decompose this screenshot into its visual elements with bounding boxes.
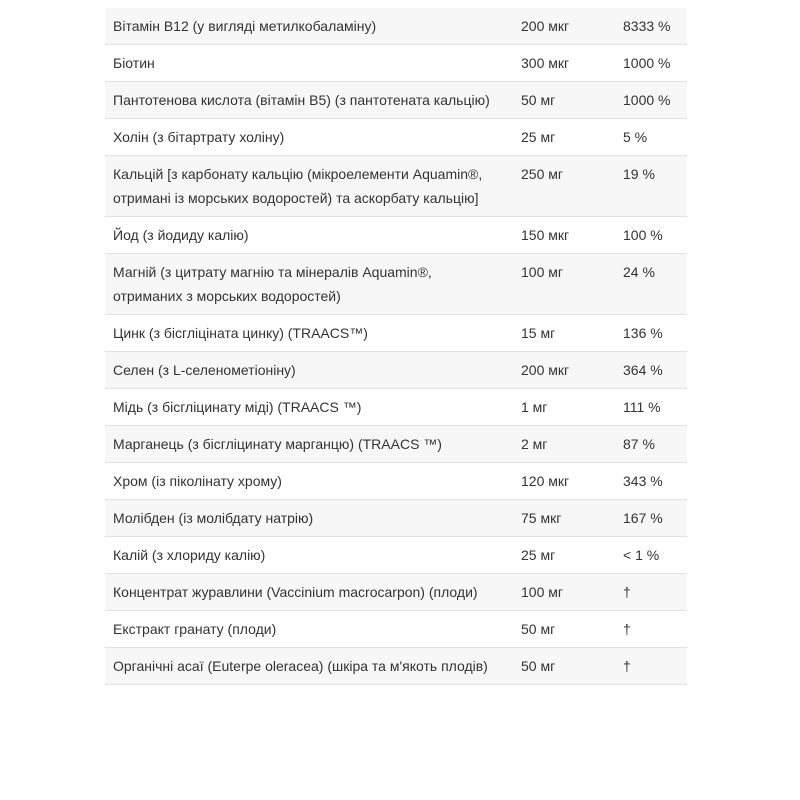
table-row	[105, 254, 687, 315]
table-row	[105, 611, 687, 648]
daily-value-cell: < 1 %	[615, 537, 687, 574]
table-row	[105, 352, 687, 389]
daily-value-cell: 8333 %	[615, 8, 687, 45]
daily-value-cell: 87 %	[615, 426, 687, 463]
amount-cell: 120 мкг	[513, 463, 615, 500]
daily-value-cell: 100 %	[615, 217, 687, 254]
table-row	[105, 500, 687, 537]
amount-cell: 50 мг	[513, 82, 615, 119]
daily-value-cell: 24 %	[615, 254, 687, 315]
table-row	[105, 82, 687, 119]
amount-cell: 200 мкг	[513, 352, 615, 389]
amount-cell: 25 мг	[513, 537, 615, 574]
nutrient-name-cell: Молібден (із молібдату натрію)	[105, 500, 513, 537]
daily-value-cell: 167 %	[615, 500, 687, 537]
table-row	[105, 463, 687, 500]
table-body	[105, 8, 687, 685]
nutrient-name-cell: Калій (з хлориду калію)	[105, 537, 513, 574]
nutrient-name-cell: Йод (з йодиду калію)	[105, 217, 513, 254]
nutrient-name-cell: Біотин	[105, 45, 513, 82]
nutrient-name-cell: Екстракт гранату (плоди)	[105, 611, 513, 648]
table-row	[105, 119, 687, 156]
amount-cell: 2 мг	[513, 426, 615, 463]
amount-cell: 15 мг	[513, 315, 615, 352]
daily-value-cell: 5 %	[615, 119, 687, 156]
daily-value-cell: 1000 %	[615, 45, 687, 82]
amount-cell: 250 мг	[513, 156, 615, 217]
amount-cell: 50 мг	[513, 611, 615, 648]
nutrient-name-cell: Холін (з бітартрату холіну)	[105, 119, 513, 156]
table-row	[105, 8, 687, 45]
amount-cell: 50 мг	[513, 648, 615, 685]
daily-value-cell: †	[615, 574, 687, 611]
nutrient-name-cell: Пантотенова кислота (вітамін B5) (з пантотената кальцію)	[105, 82, 513, 119]
daily-value-cell: 111 %	[615, 389, 687, 426]
table-row	[105, 217, 687, 254]
table-row	[105, 537, 687, 574]
amount-cell: 75 мкг	[513, 500, 615, 537]
daily-value-cell: †	[615, 611, 687, 648]
daily-value-cell: 136 %	[615, 315, 687, 352]
supplement-facts-table-wrapper	[105, 8, 687, 685]
table-row	[105, 426, 687, 463]
amount-cell: 200 мкг	[513, 8, 615, 45]
table-row	[105, 315, 687, 352]
table-row	[105, 156, 687, 217]
amount-cell: 25 мг	[513, 119, 615, 156]
nutrient-name-cell: Хром (із піколінату хрому)	[105, 463, 513, 500]
table-row	[105, 45, 687, 82]
nutrient-name-cell: Цинк (з бісгліціната цинку) (TRAACS™)	[105, 315, 513, 352]
daily-value-cell: 364 %	[615, 352, 687, 389]
nutrient-name-cell: Концентрат журавлини (Vaccinium macrocarpon) (плоди)	[105, 574, 513, 611]
amount-cell: 300 мкг	[513, 45, 615, 82]
nutrient-name-cell: Вітамін B12 (у вигляді метилкобаламіну)	[105, 8, 513, 45]
daily-value-cell: 1000 %	[615, 82, 687, 119]
nutrient-name-cell: Магній (з цитрату магнію та мінералів Aquamin®, отриманих з морських водоростей)	[105, 254, 513, 315]
nutrient-name-cell: Органічні асаї (Euterpe oleracea) (шкіра та м'якоть плодів)	[105, 648, 513, 685]
amount-cell: 1 мг	[513, 389, 615, 426]
table-row	[105, 574, 687, 611]
nutrient-name-cell: Кальцій [з карбонату кальцію (мікроелементи Aquamin®, отримані із морських водоростей) та аскорбату кальцію]	[105, 156, 513, 217]
amount-cell: 100 мг	[513, 254, 615, 315]
nutrient-name-cell: Селен (з L-селенометіоніну)	[105, 352, 513, 389]
amount-cell: 150 мкг	[513, 217, 615, 254]
amount-cell: 100 мг	[513, 574, 615, 611]
nutrient-name-cell: Мідь (з бісгліцинату міді) (TRAACS ™)	[105, 389, 513, 426]
daily-value-cell: 19 %	[615, 156, 687, 217]
table-row	[105, 648, 687, 685]
nutrient-name-cell: Марганець (з бісгліцинату марганцю) (TRAACS ™)	[105, 426, 513, 463]
supplement-facts-table	[105, 8, 687, 685]
table-row	[105, 389, 687, 426]
daily-value-cell: 343 %	[615, 463, 687, 500]
daily-value-cell: †	[615, 648, 687, 685]
